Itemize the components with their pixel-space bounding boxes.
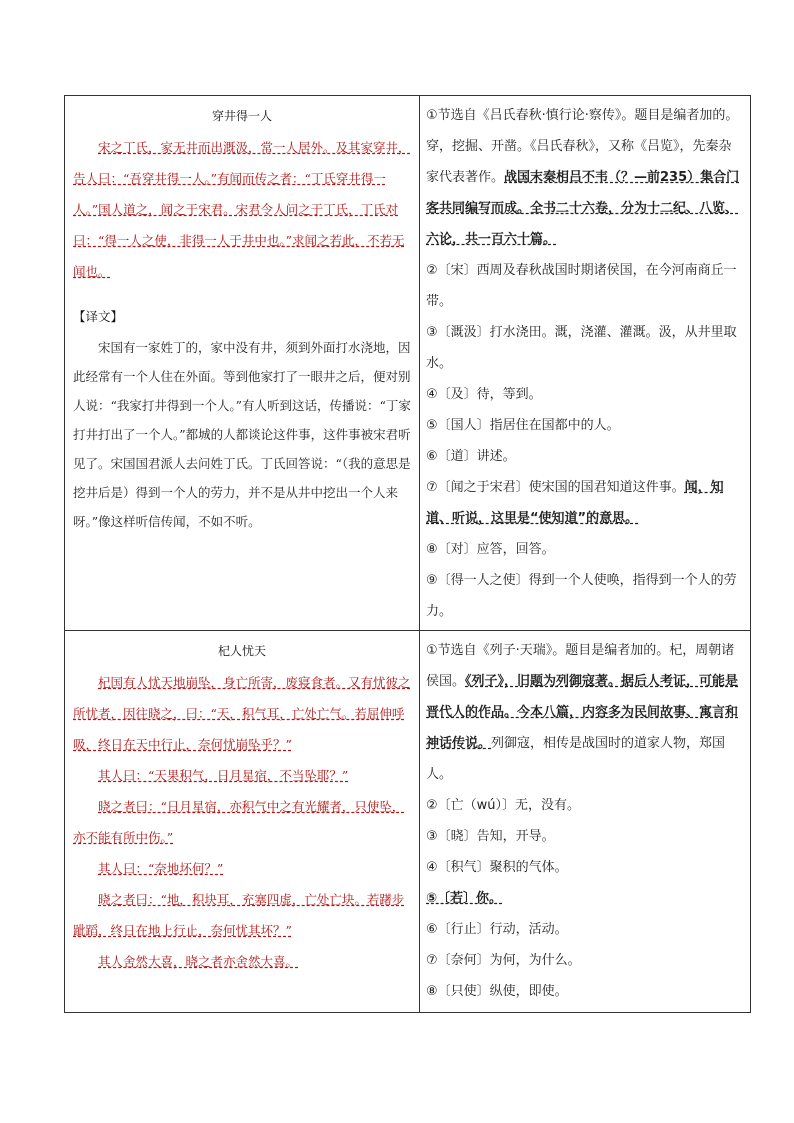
note-text: ⑨〔得一人之使〕得到一个人使唤，指得到一个人的劳力。	[426, 573, 737, 619]
note-item	[426, 883, 744, 914]
note-text: ⑧〔对〕应答，回答。	[426, 542, 555, 557]
note-text: ⑥〔道〕讲述。	[426, 449, 516, 464]
note-item	[426, 472, 744, 534]
story1-original	[73, 132, 411, 287]
translation-heading: 【译文】	[73, 309, 124, 324]
note-item	[426, 635, 744, 790]
note-text: 列御寇，相传是战国时的道家人物，郑国人。	[426, 736, 726, 782]
note-text: ⑥〔行止〕行动，活动。	[426, 922, 568, 937]
note-item	[426, 565, 744, 627]
note-text: ③〔晓〕告知，开导。	[426, 829, 555, 844]
note-item	[426, 317, 744, 379]
note-item	[426, 914, 744, 945]
story2-paragraph-text: 其人曰：“奈地坏何？”	[98, 861, 224, 876]
story2-paragraph	[73, 853, 411, 884]
story2-paragraph	[73, 760, 411, 791]
story2-notes	[426, 635, 744, 1007]
story1-notes	[426, 100, 744, 627]
table-row	[65, 631, 751, 1013]
note-item	[426, 379, 744, 410]
table-row	[65, 96, 751, 631]
note-item	[426, 100, 744, 255]
note-emphasis: 闻，知道、听说，这里是“使知道”的意思。	[426, 480, 724, 526]
note-item	[426, 945, 744, 976]
story1-original-text: 宋之丁氏，家无井而出溉汲，常一人居外。及其家穿井，告人曰：“吾穿井得一人。”有闻而传之者：“丁氏穿井得一人。”国人道之，闻之于宋君。宋君令人问之于丁氏，丁氏对曰：“得一人之使，非得一人于井中也。”求闻之若此，不若无闻也。	[73, 140, 411, 279]
story1-notes-cell	[420, 96, 751, 631]
story2-paragraph	[73, 667, 411, 760]
story2-paragraph-text: 杞国有人忧天地崩坠，身亡所寄，废寝食者。又有忧彼之所忧者，因往晓之，曰：“天，积气耳，亡处亡气。若屈伸呼吸，终日在天中行止，奈何忧崩坠乎？”	[73, 675, 411, 752]
story1-translation: 宋国有一家姓丁的，家中没有井，须到外面打水浇地，因此经常有一个人住在外面。等到他家打了一眼井之后，便对别人说：“我家打井得到一个人。”有人听到这话，传播说：“丁家打井打出了一个人。”都城的人都谈论这件事，这件事被宋君听见了。宋国国君派人去问姓丁氏。丁氏回答说：“（我的意思是挖井后是）得到一个人的劳力，并不是从井中挖出一个人来呀。”像这样听信传闻，不如不听。	[73, 340, 411, 529]
story1-title: 穿井得一人	[211, 109, 272, 123]
note-item	[426, 255, 744, 317]
note-text: ①节选自《列子·天瑞》。题目是编者加的。杞，周朝诸侯国。	[426, 643, 735, 689]
note-item	[426, 790, 744, 821]
note-item	[426, 441, 744, 472]
note-text: ⑦〔闻之于宋君〕使宋国的国君知道这件事。	[426, 480, 685, 495]
note-text: ⑤〔国人〕指居住在国都中的人。	[426, 418, 620, 433]
story2-paragraph	[73, 884, 411, 946]
note-emphasis: 《列子》，旧题为列御寇著。据后人考证，可能是晋代人的作品。今本八篇，内容多为民间故事、寓言和神话传说。	[426, 674, 739, 751]
note-emphasis: 战国末秦相吕不韦（？—前235）集合门客共同编写而成。全书二十六卷，分为十二纪、八览、六论，共一百六十篇。	[426, 170, 740, 247]
note-item	[426, 821, 744, 852]
story2-paragraph-text: 晓之者曰：“地，积块耳，充塞四虚，亡处亡块。若躇步跐蹈，终日在地上行止，奈何忧其坏？”	[73, 892, 405, 938]
story2-paragraph	[73, 791, 411, 853]
note-emphasis: ⑤〔若〕你。	[426, 891, 503, 906]
story2-original	[73, 667, 411, 977]
story1-cell	[65, 96, 420, 631]
story2-notes-cell	[420, 631, 751, 1013]
story2-paragraph-text: 其人曰：“天果积气，日月星宿，不当坠耶？”	[98, 768, 349, 783]
story2-cell	[65, 631, 420, 1013]
story2-paragraph-text: 其人舍然大喜，晓之者亦舍然大喜。	[98, 954, 299, 969]
content-table	[64, 95, 751, 1013]
note-item	[426, 852, 744, 883]
note-text: ④〔积气〕聚积的气体。	[426, 860, 568, 875]
note-item	[426, 976, 744, 1007]
story2-paragraph-text: 晓之者曰：“日月星宿，亦积气中之有光耀者，只使坠，亦不能有所中伤。”	[73, 799, 405, 845]
note-text: ②〔宋〕西周及春秋战国时期诸侯国，在今河南商丘一带。	[426, 263, 737, 309]
note-text: ⑦〔奈何〕为何，为什么。	[426, 953, 581, 968]
note-text: ③〔溉汲〕打水浇田。溉，浇灌、灌溉。汲，从井里取水。	[426, 325, 737, 371]
note-text: ②〔亡（wú）〕无，没有。	[426, 798, 581, 813]
note-text: ⑧〔只使〕纵使，即使。	[426, 984, 568, 999]
story2-paragraph	[73, 946, 411, 977]
story2-title: 杞人忧天	[217, 644, 266, 658]
note-text: ④〔及〕待，等到。	[426, 387, 542, 402]
note-item	[426, 410, 744, 441]
note-text: ①节选自《吕氏春秋·慎行论·察传》。题目是编者加的。穿，挖掘、开凿。《吕氏春秋》，又称《吕览》，先秦杂家代表著作。	[426, 108, 739, 185]
note-item	[426, 534, 744, 565]
